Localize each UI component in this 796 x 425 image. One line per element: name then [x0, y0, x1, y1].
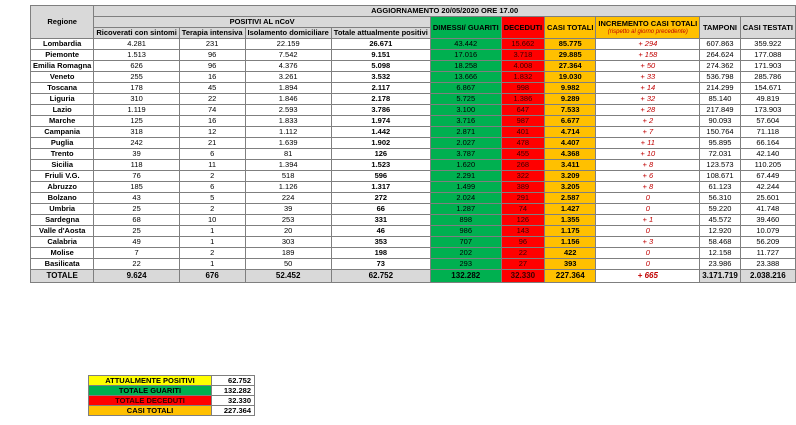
terapia-cell: 1 [179, 259, 245, 270]
casi-totali-cell: 4.368 [545, 149, 596, 160]
incremento-cell: + 2 [596, 116, 700, 127]
total-row [31, 270, 796, 283]
table-row [31, 171, 796, 182]
table-row [31, 149, 796, 160]
incremento-cell: + 6 [596, 171, 700, 182]
incremento-cell: 0 [596, 248, 700, 259]
casi-totali-cell: 85.775 [545, 39, 596, 50]
totale-positivi-cell: 26.671 [331, 39, 430, 50]
casi-totali-cell: 4.714 [545, 127, 596, 138]
casi-totali-cell: 1.156 [545, 237, 596, 248]
guariti-cell: 3.716 [430, 116, 501, 127]
deceduti-cell: 291 [501, 193, 544, 204]
region-cell: Trento [31, 149, 94, 160]
region-cell: Toscana [31, 83, 94, 94]
isolamento-cell: 4.376 [245, 61, 331, 72]
ricoverati-cell: 4.281 [94, 39, 179, 50]
guariti-cell: 2.871 [430, 127, 501, 138]
tamponi-cell: 12.920 [700, 226, 741, 237]
casi-testati-cell: 57.604 [740, 116, 795, 127]
totale-positivi-cell: 198 [331, 248, 430, 259]
casi-totali-cell: 1.175 [545, 226, 596, 237]
header-casi-testati: CASI TESTATI [740, 17, 795, 39]
incremento-cell: + 50 [596, 61, 700, 72]
tamponi-cell: 61.123 [700, 182, 741, 193]
header-incremento [596, 17, 700, 39]
incremento-cell: + 32 [596, 94, 700, 105]
guariti-cell: 18.258 [430, 61, 501, 72]
tamponi-cell: 214.299 [700, 83, 741, 94]
deceduti-cell: 998 [501, 83, 544, 94]
region-cell: Abruzzo [31, 182, 94, 193]
totale-positivi-cell: 73 [331, 259, 430, 270]
isolamento-cell: 253 [245, 215, 331, 226]
ricoverati-cell: 178 [94, 83, 179, 94]
guariti-cell: 132.282 [430, 270, 501, 283]
ricoverati-cell: 242 [94, 138, 179, 149]
isolamento-cell: 22.159 [245, 39, 331, 50]
table-row [31, 39, 796, 50]
tamponi-cell: 607.863 [700, 39, 741, 50]
casi-testati-cell: 39.460 [740, 215, 795, 226]
ricoverati-cell: 318 [94, 127, 179, 138]
tamponi-cell: 274.362 [700, 61, 741, 72]
guariti-cell: 293 [430, 259, 501, 270]
deceduti-cell: 478 [501, 138, 544, 149]
table-row [31, 72, 796, 83]
tamponi-cell: 90.093 [700, 116, 741, 127]
tamponi-cell: 59.220 [700, 204, 741, 215]
totale-positivi-cell: 1.317 [331, 182, 430, 193]
terapia-cell: 1 [179, 226, 245, 237]
region-cell: Sardegna [31, 215, 94, 226]
deceduti-cell: 74 [501, 204, 544, 215]
terapia-cell: 6 [179, 149, 245, 160]
header-isolamento: Isolamento domiciliare [245, 28, 331, 39]
summary-row-guariti [89, 386, 255, 396]
ricoverati-cell: 49 [94, 237, 179, 248]
ricoverati-cell: 25 [94, 204, 179, 215]
casi-totali-cell: 1.355 [545, 215, 596, 226]
guariti-cell: 1.620 [430, 160, 501, 171]
ricoverati-cell: 7 [94, 248, 179, 259]
deceduti-cell: 1.386 [501, 94, 544, 105]
casi-testati-cell: 359.922 [740, 39, 795, 50]
covid-data-table [30, 5, 796, 283]
isolamento-cell: 81 [245, 149, 331, 160]
isolamento-cell: 50 [245, 259, 331, 270]
terapia-cell: 5 [179, 193, 245, 204]
tamponi-cell: 123.573 [700, 160, 741, 171]
incremento-cell: 0 [596, 204, 700, 215]
region-cell: Umbria [31, 204, 94, 215]
guariti-cell: 17.016 [430, 50, 501, 61]
terapia-cell: 1 [179, 237, 245, 248]
casi-testati-cell: 41.748 [740, 204, 795, 215]
summary-label: TOTALE GUARITI [89, 386, 212, 396]
summary-label: TOTALE DECEDUTI [89, 396, 212, 406]
ricoverati-cell: 25 [94, 226, 179, 237]
summary-label: ATTUALMENTE POSITIVI [89, 376, 212, 386]
casi-totali-cell: 29.885 [545, 50, 596, 61]
casi-testati-cell: 110.205 [740, 160, 795, 171]
table-row [31, 237, 796, 248]
guariti-cell: 43.442 [430, 39, 501, 50]
casi-totali-cell: 3.209 [545, 171, 596, 182]
totale-positivi-cell: 1.442 [331, 127, 430, 138]
casi-totali-cell: 2.587 [545, 193, 596, 204]
isolamento-cell: 2.593 [245, 105, 331, 116]
tamponi-cell: 108.671 [700, 171, 741, 182]
deceduti-cell: 32.330 [501, 270, 544, 283]
guariti-cell: 5.725 [430, 94, 501, 105]
isolamento-cell: 224 [245, 193, 331, 204]
isolamento-cell: 1.639 [245, 138, 331, 149]
header-terapia: Terapia intensiva [179, 28, 245, 39]
region-cell: Campania [31, 127, 94, 138]
guariti-cell: 898 [430, 215, 501, 226]
casi-testati-cell: 42.140 [740, 149, 795, 160]
tamponi-cell: 3.171.719 [700, 270, 741, 283]
summary-value: 132.282 [212, 386, 255, 396]
terapia-cell: 74 [179, 105, 245, 116]
tamponi-cell: 45.572 [700, 215, 741, 226]
isolamento-cell: 39 [245, 204, 331, 215]
totale-positivi-cell: 3.786 [331, 105, 430, 116]
header-casi-totali: CASI TOTALI [545, 17, 596, 39]
casi-totali-cell: 3.205 [545, 182, 596, 193]
deceduti-cell: 987 [501, 116, 544, 127]
terapia-cell: 96 [179, 61, 245, 72]
header-tamponi: TAMPONI [700, 17, 741, 39]
terapia-cell: 11 [179, 160, 245, 171]
ricoverati-cell: 43 [94, 193, 179, 204]
table-row [31, 204, 796, 215]
deceduti-cell: 389 [501, 182, 544, 193]
isolamento-cell: 1.894 [245, 83, 331, 94]
ricoverati-cell: 185 [94, 182, 179, 193]
totale-positivi-cell: 1.902 [331, 138, 430, 149]
isolamento-cell: 1.833 [245, 116, 331, 127]
guariti-cell: 986 [430, 226, 501, 237]
incremento-cell: + 8 [596, 182, 700, 193]
ricoverati-cell: 255 [94, 72, 179, 83]
region-cell: Lazio [31, 105, 94, 116]
totale-positivi-cell: 2.178 [331, 94, 430, 105]
deceduti-cell: 15.662 [501, 39, 544, 50]
ricoverati-cell: 118 [94, 160, 179, 171]
tamponi-cell: 217.849 [700, 105, 741, 116]
deceduti-cell: 1.832 [501, 72, 544, 83]
ricoverati-cell: 310 [94, 94, 179, 105]
casi-totali-cell: 422 [545, 248, 596, 259]
summary-table [88, 375, 255, 416]
region-cell: Basilicata [31, 259, 94, 270]
region-cell: Veneto [31, 72, 94, 83]
guariti-cell: 3.100 [430, 105, 501, 116]
table-row [31, 215, 796, 226]
terapia-cell: 10 [179, 215, 245, 226]
tamponi-cell: 536.798 [700, 72, 741, 83]
incremento-cell: + 158 [596, 50, 700, 61]
deceduti-cell: 96 [501, 237, 544, 248]
incremento-cell: + 33 [596, 72, 700, 83]
incremento-cell: + 11 [596, 138, 700, 149]
tamponi-cell: 150.764 [700, 127, 741, 138]
totale-positivi-cell: 331 [331, 215, 430, 226]
casi-testati-cell: 11.727 [740, 248, 795, 259]
casi-testati-cell: 171.903 [740, 61, 795, 72]
ricoverati-cell: 39 [94, 149, 179, 160]
deceduti-cell: 4.008 [501, 61, 544, 72]
casi-testati-cell: 67.449 [740, 171, 795, 182]
deceduti-cell: 322 [501, 171, 544, 182]
incremento-cell: + 28 [596, 105, 700, 116]
table-row [31, 160, 796, 171]
summary-row-deceduti [89, 396, 255, 406]
table-row [31, 226, 796, 237]
guariti-cell: 2.027 [430, 138, 501, 149]
ricoverati-cell: 1.119 [94, 105, 179, 116]
terapia-cell: 2 [179, 204, 245, 215]
guariti-cell: 13.666 [430, 72, 501, 83]
totale-positivi-cell: 5.098 [331, 61, 430, 72]
casi-totali-cell: 9.982 [545, 83, 596, 94]
tamponi-cell: 12.158 [700, 248, 741, 259]
totale-positivi-cell: 596 [331, 171, 430, 182]
isolamento-cell: 189 [245, 248, 331, 259]
isolamento-cell: 518 [245, 171, 331, 182]
terapia-cell: 12 [179, 127, 245, 138]
region-cell: Sicilia [31, 160, 94, 171]
casi-testati-cell: 173.903 [740, 105, 795, 116]
ricoverati-cell: 68 [94, 215, 179, 226]
incremento-cell: + 1 [596, 215, 700, 226]
incremento-cell: 0 [596, 226, 700, 237]
summary-row-positivi [89, 376, 255, 386]
deceduti-cell: 27 [501, 259, 544, 270]
isolamento-cell: 1.126 [245, 182, 331, 193]
region-cell: Piemonte [31, 50, 94, 61]
header-totale-positivi: Totale attualmente positivi [331, 28, 430, 39]
guariti-cell: 1.499 [430, 182, 501, 193]
casi-testati-cell: 66.164 [740, 138, 795, 149]
header-incremento-label: INCREMENTO CASI TOTALI [598, 19, 698, 28]
table-row [31, 182, 796, 193]
region-cell: Valle d'Aosta [31, 226, 94, 237]
incremento-cell: 0 [596, 259, 700, 270]
casi-testati-cell: 177.088 [740, 50, 795, 61]
guariti-cell: 707 [430, 237, 501, 248]
isolamento-cell: 1.846 [245, 94, 331, 105]
table-row [31, 248, 796, 259]
terapia-cell: 6 [179, 182, 245, 193]
incremento-cell: + 3 [596, 237, 700, 248]
deceduti-cell: 126 [501, 215, 544, 226]
totale-positivi-cell: 66 [331, 204, 430, 215]
isolamento-cell: 1.394 [245, 160, 331, 171]
incremento-cell: + 14 [596, 83, 700, 94]
region-cell: Liguria [31, 94, 94, 105]
deceduti-cell: 268 [501, 160, 544, 171]
table-row [31, 50, 796, 61]
table-row [31, 61, 796, 72]
guariti-cell: 2.291 [430, 171, 501, 182]
ricoverati-cell: 125 [94, 116, 179, 127]
tamponi-cell: 72.031 [700, 149, 741, 160]
guariti-cell: 2.024 [430, 193, 501, 204]
summary-label: CASI TOTALI [89, 406, 212, 416]
tamponi-cell: 23.986 [700, 259, 741, 270]
table-row [31, 259, 796, 270]
casi-totali-cell: 4.407 [545, 138, 596, 149]
casi-testati-cell: 42.244 [740, 182, 795, 193]
ricoverati-cell: 9.624 [94, 270, 179, 283]
header-regione: Regione [31, 6, 94, 39]
region-cell: Lombardia [31, 39, 94, 50]
table-body [31, 39, 796, 283]
region-cell: TOTALE [31, 270, 94, 283]
header-update: AGGIORNAMENTO 20/05/2020 ORE 17.00 [94, 6, 796, 17]
table-row [31, 116, 796, 127]
tamponi-cell: 85.140 [700, 94, 741, 105]
ricoverati-cell: 1.513 [94, 50, 179, 61]
summary-row-casi [89, 406, 255, 416]
incremento-cell: + 7 [596, 127, 700, 138]
totale-positivi-cell: 62.752 [331, 270, 430, 283]
incremento-cell: + 665 [596, 270, 700, 283]
header-deceduti: DECEDUTI [501, 17, 544, 39]
terapia-cell: 96 [179, 50, 245, 61]
region-cell: Friuli V.G. [31, 171, 94, 182]
casi-testati-cell: 25.601 [740, 193, 795, 204]
terapia-cell: 22 [179, 94, 245, 105]
region-cell: Calabria [31, 237, 94, 248]
isolamento-cell: 52.452 [245, 270, 331, 283]
table-row [31, 105, 796, 116]
table-row [31, 138, 796, 149]
isolamento-cell: 303 [245, 237, 331, 248]
incremento-cell: + 10 [596, 149, 700, 160]
terapia-cell: 231 [179, 39, 245, 50]
casi-totali-cell: 27.364 [545, 61, 596, 72]
isolamento-cell: 1.112 [245, 127, 331, 138]
table-row [31, 127, 796, 138]
casi-totali-cell: 9.289 [545, 94, 596, 105]
tamponi-cell: 95.895 [700, 138, 741, 149]
casi-totali-cell: 19.030 [545, 72, 596, 83]
casi-testati-cell: 56.209 [740, 237, 795, 248]
terapia-cell: 2 [179, 171, 245, 182]
ricoverati-cell: 22 [94, 259, 179, 270]
terapia-cell: 21 [179, 138, 245, 149]
header-dimessi: DIMESSI/ GUARITI [430, 17, 501, 39]
incremento-cell: + 294 [596, 39, 700, 50]
table-row [31, 94, 796, 105]
isolamento-cell: 7.542 [245, 50, 331, 61]
incremento-cell: 0 [596, 193, 700, 204]
tamponi-cell: 264.624 [700, 50, 741, 61]
deceduti-cell: 3.718 [501, 50, 544, 61]
totale-positivi-cell: 1.974 [331, 116, 430, 127]
totale-positivi-cell: 272 [331, 193, 430, 204]
guariti-cell: 6.867 [430, 83, 501, 94]
totale-positivi-cell: 3.532 [331, 72, 430, 83]
tamponi-cell: 58.468 [700, 237, 741, 248]
casi-totali-cell: 3.411 [545, 160, 596, 171]
region-cell: Emilia Romagna [31, 61, 94, 72]
totale-positivi-cell: 126 [331, 149, 430, 160]
deceduti-cell: 143 [501, 226, 544, 237]
deceduti-cell: 22 [501, 248, 544, 259]
table-row [31, 193, 796, 204]
summary-value: 227.364 [212, 406, 255, 416]
casi-totali-cell: 6.677 [545, 116, 596, 127]
casi-testati-cell: 2.038.216 [740, 270, 795, 283]
deceduti-cell: 401 [501, 127, 544, 138]
terapia-cell: 16 [179, 72, 245, 83]
casi-testati-cell: 23.388 [740, 259, 795, 270]
ricoverati-cell: 76 [94, 171, 179, 182]
tamponi-cell: 56.310 [700, 193, 741, 204]
terapia-cell: 676 [179, 270, 245, 283]
casi-testati-cell: 285.786 [740, 72, 795, 83]
casi-totali-cell: 1.427 [545, 204, 596, 215]
region-cell: Molise [31, 248, 94, 259]
summary-value: 62.752 [212, 376, 255, 386]
totale-positivi-cell: 2.117 [331, 83, 430, 94]
terapia-cell: 45 [179, 83, 245, 94]
region-cell: Puglia [31, 138, 94, 149]
totale-positivi-cell: 46 [331, 226, 430, 237]
totale-positivi-cell: 353 [331, 237, 430, 248]
guariti-cell: 1.287 [430, 204, 501, 215]
terapia-cell: 2 [179, 248, 245, 259]
casi-totali-cell: 393 [545, 259, 596, 270]
guariti-cell: 3.787 [430, 149, 501, 160]
casi-totali-cell: 227.364 [545, 270, 596, 283]
totale-positivi-cell: 9.151 [331, 50, 430, 61]
casi-testati-cell: 49.819 [740, 94, 795, 105]
totale-positivi-cell: 1.523 [331, 160, 430, 171]
guariti-cell: 202 [430, 248, 501, 259]
table-row [31, 83, 796, 94]
ricoverati-cell: 626 [94, 61, 179, 72]
deceduti-cell: 455 [501, 149, 544, 160]
casi-testati-cell: 154.671 [740, 83, 795, 94]
casi-testati-cell: 71.118 [740, 127, 795, 138]
incremento-cell: + 8 [596, 160, 700, 171]
region-cell: Bolzano [31, 193, 94, 204]
casi-testati-cell: 10.079 [740, 226, 795, 237]
header-incremento-note: (rispetto al giorno precedente) [607, 29, 688, 35]
casi-totali-cell: 7.533 [545, 105, 596, 116]
summary-value: 32.330 [212, 396, 255, 406]
isolamento-cell: 20 [245, 226, 331, 237]
terapia-cell: 16 [179, 116, 245, 127]
deceduti-cell: 647 [501, 105, 544, 116]
region-cell: Marche [31, 116, 94, 127]
isolamento-cell: 3.261 [245, 72, 331, 83]
header-ricoverati: Ricoverati con sintomi [94, 28, 179, 39]
header-positivi-group: POSITIVI AL nCoV [94, 17, 430, 28]
